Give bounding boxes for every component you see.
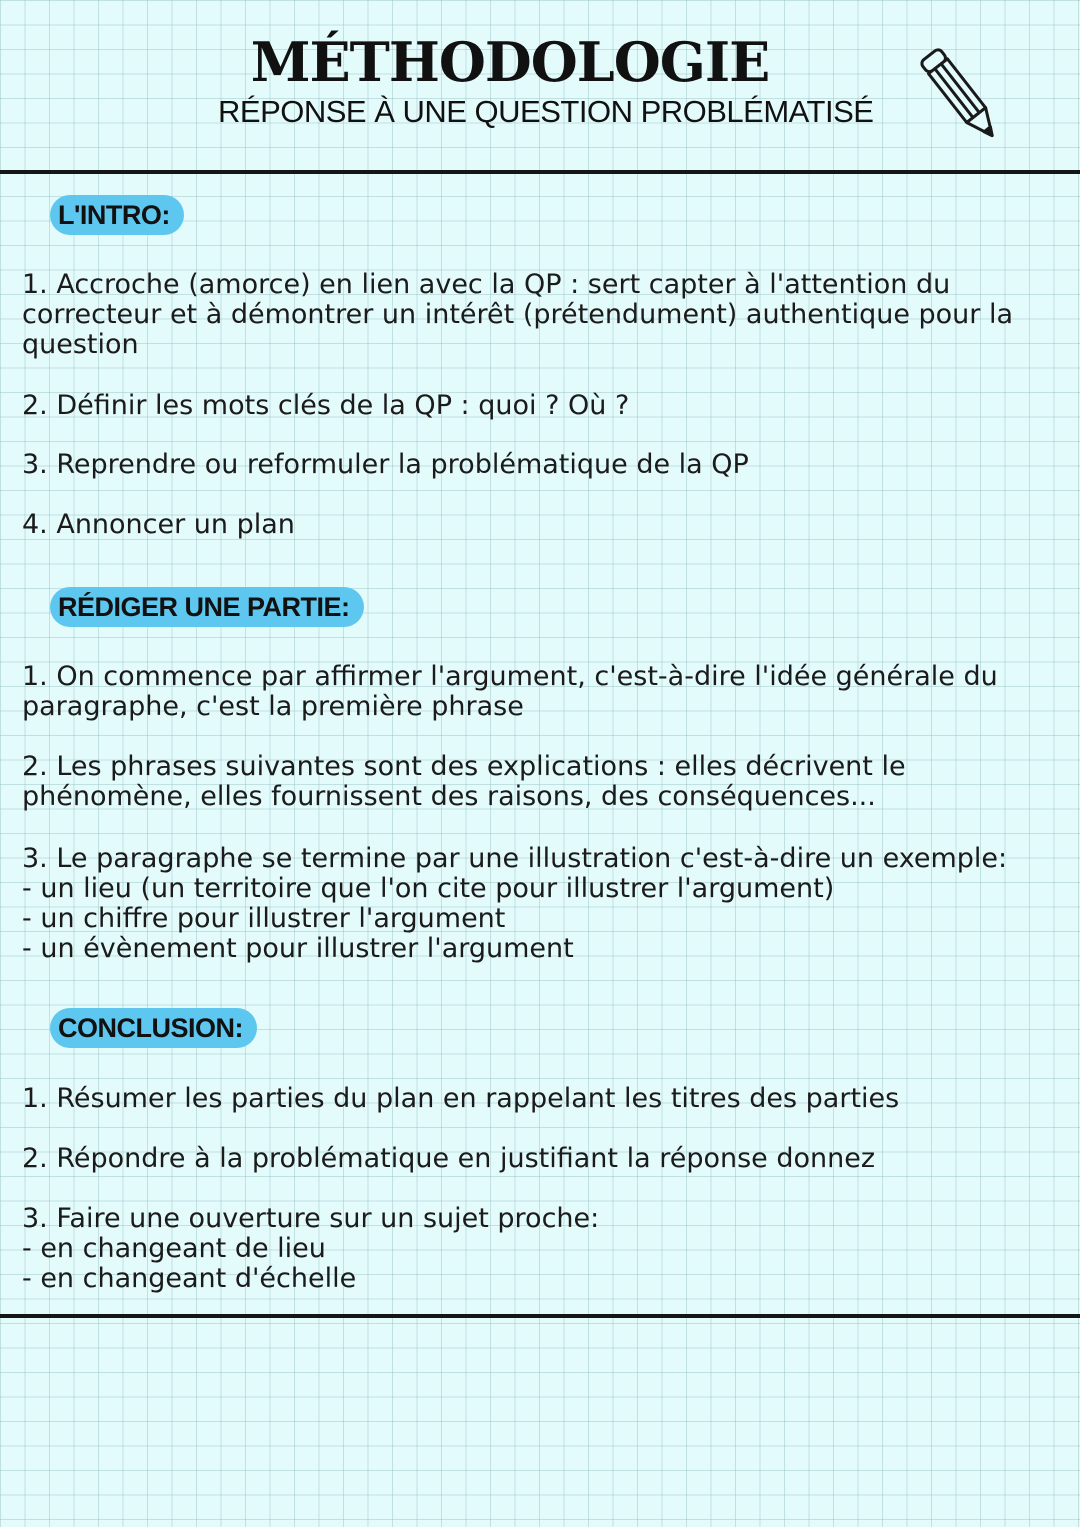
conclusion-item-1-text: 1. Résumer les parties du plan en rappelant les titres des parties — [22, 1083, 900, 1114]
conclusion-bullet-2: - en changeant d'échelle — [22, 1263, 357, 1294]
partie-item-3-text: 3. Le paragraphe se termine par une illustration c'est-à-dire un exemple: — [22, 843, 1008, 874]
page-subtitle: RÉPONSE À UNE QUESTION PROBLÉMATISÉ — [218, 94, 874, 129]
page-title: MÉTHODOLOGIE — [250, 30, 770, 94]
conclusion-item-3-text: 3. Faire une ouverture sur un sujet proche: — [22, 1203, 600, 1234]
partie-item-3 — [22, 844, 1062, 964]
intro-item-1 — [22, 270, 1062, 360]
partie-bullet-3: - un évènement pour illustrer l'argument — [22, 933, 574, 964]
conclusion-bullet-1: - en changeant de lieu — [22, 1233, 326, 1264]
partie-bullet-1: - un lieu (un territoire que l'on cite pour illustrer l'argument) — [22, 873, 835, 904]
pencil-icon — [912, 42, 1012, 152]
conclusion-heading: CONCLUSION: — [50, 1008, 257, 1048]
conclusion-item-1 — [22, 1084, 1062, 1114]
intro-item-3-text: 3. Reprendre ou reformuler la problématique de la QP — [22, 449, 749, 480]
intro-heading: L'INTRO: — [50, 195, 184, 235]
partie-item-2 — [22, 752, 1062, 812]
intro-item-4-text: 4. Annoncer un plan — [22, 509, 295, 540]
intro-item-3 — [22, 450, 1062, 480]
top-divider — [0, 170, 1080, 174]
partie-item-1 — [22, 662, 1062, 722]
intro-item-2 — [22, 391, 1062, 421]
intro-item-1-text: 1. Accroche (amorce) en lien avec la QP : sert capter à l'attention du correcteur et à démontrer un intérêt (prétendument) authentique pour la question — [22, 269, 1014, 360]
conclusion-item-3 — [22, 1204, 1062, 1294]
partie-heading: RÉDIGER UNE PARTIE: — [50, 587, 364, 627]
intro-item-4 — [22, 510, 1062, 540]
conclusion-item-2 — [22, 1144, 1062, 1174]
intro-item-2-text: 2. Définir les mots clés de la QP : quoi ? Où ? — [22, 390, 630, 421]
conclusion-item-2-text: 2. Répondre à la problématique en justifiant la réponse donnez — [22, 1143, 876, 1174]
bottom-divider — [0, 1314, 1080, 1318]
partie-item-1-text: 1. On commence par affirmer l'argument, c'est-à-dire l'idée générale du paragraphe, c'est la première phrase — [22, 661, 998, 722]
partie-item-2-text: 2. Les phrases suivantes sont des explications : elles décrivent le phénomène, elles fournissent des raisons, des conséquences... — [22, 751, 906, 812]
partie-bullet-2: - un chiffre pour illustrer l'argument — [22, 903, 506, 934]
